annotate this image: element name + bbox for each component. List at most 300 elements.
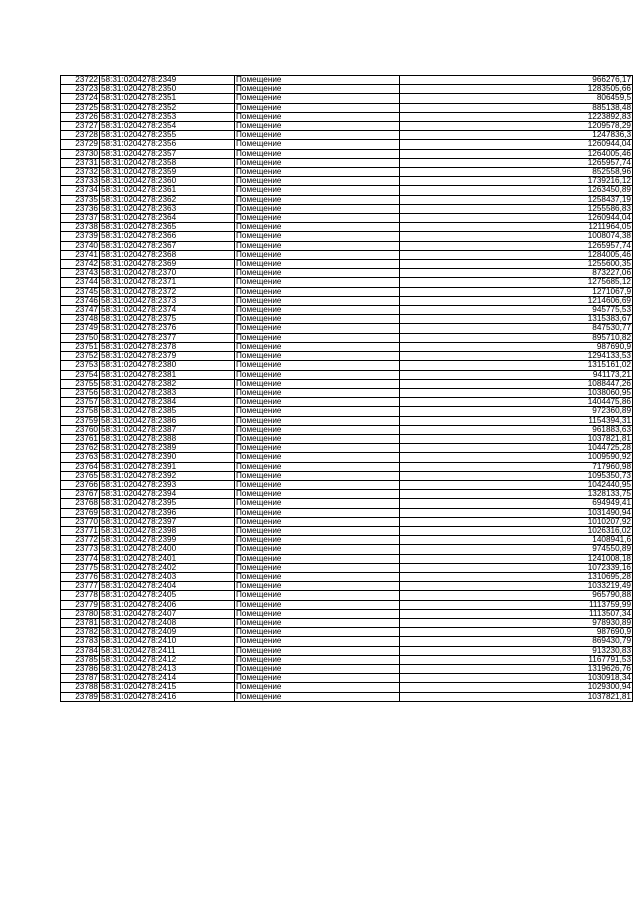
row-number: 23733 xyxy=(61,177,100,186)
cadastral-number: 58:31:0204278:2411 xyxy=(100,646,235,655)
cadastral-value: 717960,98 xyxy=(400,462,633,471)
table-row xyxy=(61,85,633,94)
cadastral-value: 1026316,02 xyxy=(400,526,633,535)
cadastral-number: 58:31:0204278:2394 xyxy=(100,490,235,499)
row-number: 23786 xyxy=(61,665,100,674)
cadastral-number: 58:31:0204278:2371 xyxy=(100,278,235,287)
cadastral-number: 58:31:0204278:2376 xyxy=(100,324,235,333)
row-number: 23737 xyxy=(61,214,100,223)
object-type: Помещение xyxy=(235,572,400,581)
object-type: Помещение xyxy=(235,158,400,167)
row-number: 23776 xyxy=(61,572,100,581)
cadastral-number: 58:31:0204278:2389 xyxy=(100,444,235,453)
object-type: Помещение xyxy=(235,407,400,416)
cadastral-value: 987690,9 xyxy=(400,628,633,637)
cadastral-value: 806459,5 xyxy=(400,94,633,103)
cadastral-number: 58:31:0204278:2378 xyxy=(100,342,235,351)
row-number: 23748 xyxy=(61,315,100,324)
cadastral-value: 1031490,94 xyxy=(400,508,633,517)
cadastral-value: 941173,21 xyxy=(400,370,633,379)
row-number: 23759 xyxy=(61,416,100,425)
row-number: 23740 xyxy=(61,241,100,250)
row-number: 23741 xyxy=(61,250,100,259)
cadastral-value: 1265957,74 xyxy=(400,158,633,167)
row-number: 23736 xyxy=(61,204,100,213)
table-row xyxy=(61,398,633,407)
row-number: 23763 xyxy=(61,453,100,462)
cadastral-number: 58:31:0204278:2359 xyxy=(100,168,235,177)
row-number: 23729 xyxy=(61,140,100,149)
table-row xyxy=(61,122,633,131)
cadastral-value: 1037821,81 xyxy=(400,434,633,443)
cadastral-number: 58:31:0204278:2360 xyxy=(100,177,235,186)
cadastral-number: 58:31:0204278:2410 xyxy=(100,637,235,646)
cadastral-value: 1404475,86 xyxy=(400,398,633,407)
cadastral-value: 847530,77 xyxy=(400,324,633,333)
cadastral-number: 58:31:0204278:2368 xyxy=(100,250,235,259)
object-type: Помещение xyxy=(235,250,400,259)
cadastral-number: 58:31:0204278:2392 xyxy=(100,471,235,480)
cadastral-value: 972360,89 xyxy=(400,407,633,416)
cadastral-number: 58:31:0204278:2377 xyxy=(100,333,235,342)
cadastral-number: 58:31:0204278:2393 xyxy=(100,480,235,489)
row-number: 23753 xyxy=(61,361,100,370)
cadastral-value: 873227,06 xyxy=(400,269,633,278)
cadastral-value: 1167791,53 xyxy=(400,655,633,664)
cadastral-number: 58:31:0204278:2402 xyxy=(100,563,235,572)
table-row xyxy=(61,168,633,177)
cadastral-value: 1310695,28 xyxy=(400,572,633,581)
cadastral-value: 1008074,38 xyxy=(400,232,633,241)
table-row xyxy=(61,416,633,425)
object-type: Помещение xyxy=(235,76,400,85)
row-number: 23771 xyxy=(61,526,100,535)
row-number: 23750 xyxy=(61,333,100,342)
table-row xyxy=(61,223,633,232)
row-number: 23731 xyxy=(61,158,100,167)
object-type: Помещение xyxy=(235,287,400,296)
table-row xyxy=(61,665,633,674)
table-row xyxy=(61,186,633,195)
object-type: Помещение xyxy=(235,554,400,563)
table-row xyxy=(61,508,633,517)
cadastral-value: 974550,89 xyxy=(400,545,633,554)
cadastral-number: 58:31:0204278:2354 xyxy=(100,122,235,131)
row-number: 23743 xyxy=(61,269,100,278)
cadastral-value: 966276,17 xyxy=(400,76,633,85)
object-type: Помещение xyxy=(235,536,400,545)
table-row xyxy=(61,425,633,434)
row-number: 23754 xyxy=(61,370,100,379)
table-row xyxy=(61,232,633,241)
table-row xyxy=(61,499,633,508)
table-row xyxy=(61,655,633,664)
cadastral-value: 1072339,16 xyxy=(400,563,633,572)
table-row xyxy=(61,149,633,158)
row-number: 23756 xyxy=(61,388,100,397)
table-row xyxy=(61,388,633,397)
cadastral-value: 1088447,26 xyxy=(400,379,633,388)
table-row xyxy=(61,94,633,103)
row-number: 23762 xyxy=(61,444,100,453)
cadastral-value: 1260944,04 xyxy=(400,140,633,149)
object-type: Помещение xyxy=(235,195,400,204)
table-row xyxy=(61,361,633,370)
object-type: Помещение xyxy=(235,471,400,480)
table-row xyxy=(61,241,633,250)
table-row xyxy=(61,333,633,342)
table-row xyxy=(61,462,633,471)
table-row xyxy=(61,683,633,692)
cadastral-value: 869430,79 xyxy=(400,637,633,646)
object-type: Помещение xyxy=(235,94,400,103)
cadastral-number: 58:31:0204278:2361 xyxy=(100,186,235,195)
row-number: 23747 xyxy=(61,306,100,315)
cadastral-value: 1283505,66 xyxy=(400,85,633,94)
object-type: Помещение xyxy=(235,342,400,351)
cadastral-value: 1263450,89 xyxy=(400,186,633,195)
cadastral-number: 58:31:0204278:2355 xyxy=(100,131,235,140)
cadastral-value: 1260944,04 xyxy=(400,214,633,223)
object-type: Помещение xyxy=(235,600,400,609)
table-row xyxy=(61,609,633,618)
object-type: Помещение xyxy=(235,122,400,131)
cadastral-number: 58:31:0204278:2405 xyxy=(100,591,235,600)
object-type: Помещение xyxy=(235,434,400,443)
table-row xyxy=(61,352,633,361)
cadastral-number: 58:31:0204278:2415 xyxy=(100,683,235,692)
table-row xyxy=(61,177,633,186)
row-number: 23780 xyxy=(61,609,100,618)
object-type: Помещение xyxy=(235,186,400,195)
table-row xyxy=(61,204,633,213)
object-type: Помещение xyxy=(235,140,400,149)
cadastral-value: 1113507,34 xyxy=(400,609,633,618)
row-number: 23772 xyxy=(61,536,100,545)
object-type: Помещение xyxy=(235,646,400,655)
object-type: Помещение xyxy=(235,168,400,177)
cadastral-value: 1271067,9 xyxy=(400,287,633,296)
cadastral-value: 1265957,74 xyxy=(400,241,633,250)
object-type: Помещение xyxy=(235,296,400,305)
row-number: 23770 xyxy=(61,517,100,526)
object-type: Помещение xyxy=(235,425,400,434)
cadastral-number: 58:31:0204278:2353 xyxy=(100,112,235,121)
object-type: Помещение xyxy=(235,480,400,489)
object-type: Помещение xyxy=(235,453,400,462)
object-type: Помещение xyxy=(235,692,400,701)
table-row xyxy=(61,112,633,121)
table-row xyxy=(61,646,633,655)
cadastral-value: 1030918,34 xyxy=(400,674,633,683)
cadastral-value: 978930,89 xyxy=(400,618,633,627)
cadastral-number: 58:31:0204278:2351 xyxy=(100,94,235,103)
row-number: 23751 xyxy=(61,342,100,351)
cadastral-number: 58:31:0204278:2408 xyxy=(100,618,235,627)
table-row xyxy=(61,692,633,701)
table-row xyxy=(61,407,633,416)
object-type: Помещение xyxy=(235,490,400,499)
cadastral-number: 58:31:0204278:2362 xyxy=(100,195,235,204)
row-number: 23784 xyxy=(61,646,100,655)
row-number: 23724 xyxy=(61,94,100,103)
row-number: 23774 xyxy=(61,554,100,563)
object-type: Помещение xyxy=(235,609,400,618)
cadastral-value: 1275685,12 xyxy=(400,278,633,287)
table-row xyxy=(61,545,633,554)
cadastral-value: 1294133,53 xyxy=(400,352,633,361)
object-type: Помещение xyxy=(235,398,400,407)
cadastral-value: 1214606,69 xyxy=(400,296,633,305)
table-row xyxy=(61,471,633,480)
object-type: Помещение xyxy=(235,278,400,287)
cadastral-value: 987690,9 xyxy=(400,342,633,351)
table-row xyxy=(61,315,633,324)
cadastral-number: 58:31:0204278:2414 xyxy=(100,674,235,683)
object-type: Помещение xyxy=(235,333,400,342)
cadastral-number: 58:31:0204278:2409 xyxy=(100,628,235,637)
cadastral-number: 58:31:0204278:2370 xyxy=(100,269,235,278)
cadastral-number: 58:31:0204278:2395 xyxy=(100,499,235,508)
table-row xyxy=(61,287,633,296)
table-row xyxy=(61,434,633,443)
cadastral-number: 58:31:0204278:2356 xyxy=(100,140,235,149)
row-number: 23781 xyxy=(61,618,100,627)
object-type: Помещение xyxy=(235,591,400,600)
cadastral-number: 58:31:0204278:2350 xyxy=(100,85,235,94)
object-type: Помещение xyxy=(235,517,400,526)
object-type: Помещение xyxy=(235,462,400,471)
cadastral-number: 58:31:0204278:2382 xyxy=(100,379,235,388)
row-number: 23752 xyxy=(61,352,100,361)
cadastral-number: 58:31:0204278:2396 xyxy=(100,508,235,517)
row-number: 23779 xyxy=(61,600,100,609)
cadastral-number: 58:31:0204278:2379 xyxy=(100,352,235,361)
row-number: 23767 xyxy=(61,490,100,499)
cadastral-number: 58:31:0204278:2387 xyxy=(100,425,235,434)
row-number: 23778 xyxy=(61,591,100,600)
cadastral-value: 1042440,95 xyxy=(400,480,633,489)
row-number: 23775 xyxy=(61,563,100,572)
cadastral-value: 1154394,31 xyxy=(400,416,633,425)
row-number: 23761 xyxy=(61,434,100,443)
row-number: 23734 xyxy=(61,186,100,195)
cadastral-value: 895710,82 xyxy=(400,333,633,342)
object-type: Помещение xyxy=(235,103,400,112)
cadastral-value: 852558,96 xyxy=(400,168,633,177)
table-row xyxy=(61,572,633,581)
row-number: 23726 xyxy=(61,112,100,121)
table-row xyxy=(61,444,633,453)
cadastral-value: 1209578,29 xyxy=(400,122,633,131)
object-type: Помещение xyxy=(235,655,400,664)
table-row xyxy=(61,260,633,269)
table-row xyxy=(61,76,633,85)
row-number: 23787 xyxy=(61,674,100,683)
cadastral-number: 58:31:0204278:2375 xyxy=(100,315,235,324)
object-type: Помещение xyxy=(235,204,400,213)
table-row xyxy=(61,370,633,379)
cadastral-value: 945775,53 xyxy=(400,306,633,315)
cadastral-value: 1241008,18 xyxy=(400,554,633,563)
row-number: 23723 xyxy=(61,85,100,94)
row-number: 23735 xyxy=(61,195,100,204)
cadastral-number: 58:31:0204278:2390 xyxy=(100,453,235,462)
object-type: Помещение xyxy=(235,149,400,158)
cadastral-value: 1284005,46 xyxy=(400,250,633,259)
cadastral-value: 1319626,76 xyxy=(400,665,633,674)
row-number: 23773 xyxy=(61,545,100,554)
cadastral-number: 58:31:0204278:2352 xyxy=(100,103,235,112)
cadastral-number: 58:31:0204278:2374 xyxy=(100,306,235,315)
row-number: 23722 xyxy=(61,76,100,85)
cadastral-value: 1010207,92 xyxy=(400,517,633,526)
table-row xyxy=(61,591,633,600)
cadastral-number: 58:31:0204278:2380 xyxy=(100,361,235,370)
cadastral-value: 1408941,6 xyxy=(400,536,633,545)
cadastral-value: 1009590,92 xyxy=(400,453,633,462)
cadastral-value: 1328133,75 xyxy=(400,490,633,499)
cadastral-number: 58:31:0204278:2399 xyxy=(100,536,235,545)
object-type: Помещение xyxy=(235,582,400,591)
object-type: Помещение xyxy=(235,177,400,186)
table-row xyxy=(61,214,633,223)
table-row xyxy=(61,379,633,388)
cadastral-number: 58:31:0204278:2406 xyxy=(100,600,235,609)
table-row xyxy=(61,324,633,333)
cadastral-value: 1037821,81 xyxy=(400,692,633,701)
cadastral-value: 694949,41 xyxy=(400,499,633,508)
object-type: Помещение xyxy=(235,628,400,637)
cadastral-value: 1255600,35 xyxy=(400,260,633,269)
table-row xyxy=(61,618,633,627)
cadastral-value: 1255586,83 xyxy=(400,204,633,213)
row-number: 23727 xyxy=(61,122,100,131)
cadastral-number: 58:31:0204278:2366 xyxy=(100,232,235,241)
table-row xyxy=(61,674,633,683)
cadastral-value: 1095350,73 xyxy=(400,471,633,480)
cadastral-number: 58:31:0204278:2363 xyxy=(100,204,235,213)
table-row xyxy=(61,140,633,149)
object-type: Помещение xyxy=(235,361,400,370)
cadastral-number: 58:31:0204278:2385 xyxy=(100,407,235,416)
cadastral-value: 1038060,95 xyxy=(400,388,633,397)
row-number: 23732 xyxy=(61,168,100,177)
table-row xyxy=(61,306,633,315)
object-type: Помещение xyxy=(235,499,400,508)
object-type: Помещение xyxy=(235,379,400,388)
object-type: Помещение xyxy=(235,112,400,121)
row-number: 23782 xyxy=(61,628,100,637)
row-number: 23760 xyxy=(61,425,100,434)
cadastral-number: 58:31:0204278:2401 xyxy=(100,554,235,563)
cadastral-number: 58:31:0204278:2384 xyxy=(100,398,235,407)
cadastral-number: 58:31:0204278:2386 xyxy=(100,416,235,425)
cadastral-number: 58:31:0204278:2413 xyxy=(100,665,235,674)
table-row xyxy=(61,517,633,526)
cadastral-number: 58:31:0204278:2404 xyxy=(100,582,235,591)
cadastral-table xyxy=(60,75,633,702)
cadastral-value: 1247836,3 xyxy=(400,131,633,140)
table-body xyxy=(61,76,633,702)
row-number: 23728 xyxy=(61,131,100,140)
row-number: 23758 xyxy=(61,407,100,416)
object-type: Помещение xyxy=(235,241,400,250)
table-row xyxy=(61,296,633,305)
table-row xyxy=(61,480,633,489)
object-type: Помещение xyxy=(235,131,400,140)
cadastral-number: 58:31:0204278:2403 xyxy=(100,572,235,581)
object-type: Помещение xyxy=(235,232,400,241)
table-row xyxy=(61,269,633,278)
cadastral-value: 1315161,02 xyxy=(400,361,633,370)
row-number: 23739 xyxy=(61,232,100,241)
object-type: Помещение xyxy=(235,352,400,361)
table-row xyxy=(61,536,633,545)
row-number: 23783 xyxy=(61,637,100,646)
cadastral-number: 58:31:0204278:2364 xyxy=(100,214,235,223)
object-type: Помещение xyxy=(235,665,400,674)
cadastral-value: 1264005,46 xyxy=(400,149,633,158)
cadastral-number: 58:31:0204278:2367 xyxy=(100,241,235,250)
cadastral-value: 965790,88 xyxy=(400,591,633,600)
row-number: 23769 xyxy=(61,508,100,517)
table-row xyxy=(61,490,633,499)
object-type: Помещение xyxy=(235,269,400,278)
object-type: Помещение xyxy=(235,306,400,315)
cadastral-value: 1033219,49 xyxy=(400,582,633,591)
object-type: Помещение xyxy=(235,444,400,453)
object-type: Помещение xyxy=(235,260,400,269)
table-row xyxy=(61,131,633,140)
object-type: Помещение xyxy=(235,637,400,646)
object-type: Помещение xyxy=(235,370,400,379)
object-type: Помещение xyxy=(235,324,400,333)
row-number: 23777 xyxy=(61,582,100,591)
object-type: Помещение xyxy=(235,416,400,425)
cadastral-number: 58:31:0204278:2357 xyxy=(100,149,235,158)
cadastral-number: 58:31:0204278:2416 xyxy=(100,692,235,701)
row-number: 23789 xyxy=(61,692,100,701)
cadastral-value: 1315383,67 xyxy=(400,315,633,324)
row-number: 23725 xyxy=(61,103,100,112)
cadastral-number: 58:31:0204278:2358 xyxy=(100,158,235,167)
object-type: Помещение xyxy=(235,674,400,683)
row-number: 23765 xyxy=(61,471,100,480)
cadastral-value: 1113759,99 xyxy=(400,600,633,609)
cadastral-value: 1029300,94 xyxy=(400,683,633,692)
cadastral-value: 885138,48 xyxy=(400,103,633,112)
cadastral-number: 58:31:0204278:2407 xyxy=(100,609,235,618)
cadastral-number: 58:31:0204278:2349 xyxy=(100,76,235,85)
row-number: 23746 xyxy=(61,296,100,305)
cadastral-number: 58:31:0204278:2388 xyxy=(100,434,235,443)
cadastral-number: 58:31:0204278:2365 xyxy=(100,223,235,232)
table-row xyxy=(61,600,633,609)
table-row xyxy=(61,628,633,637)
row-number: 23757 xyxy=(61,398,100,407)
table-row xyxy=(61,453,633,462)
table-row xyxy=(61,582,633,591)
table-row xyxy=(61,195,633,204)
row-number: 23766 xyxy=(61,480,100,489)
cadastral-value: 913230,83 xyxy=(400,646,633,655)
cadastral-number: 58:31:0204278:2400 xyxy=(100,545,235,554)
table-row xyxy=(61,278,633,287)
object-type: Помещение xyxy=(235,85,400,94)
cadastral-number: 58:31:0204278:2397 xyxy=(100,517,235,526)
table-row xyxy=(61,250,633,259)
